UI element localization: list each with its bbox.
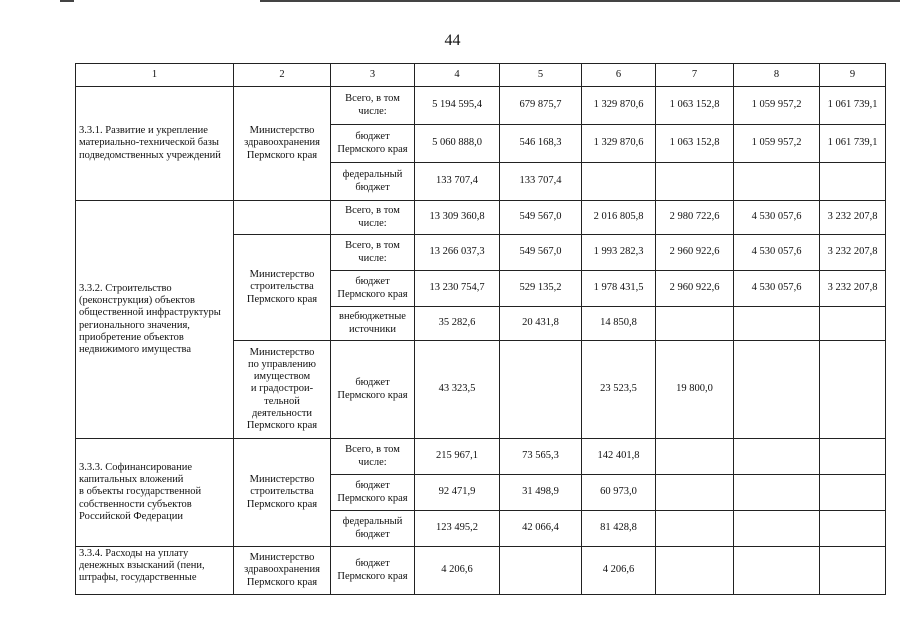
value-cell: 1 063 152,8 [656, 125, 734, 163]
funding-source: бюджет Пермского края [331, 125, 415, 163]
value-cell: 1 329 870,6 [582, 125, 656, 163]
item-name-3-3-2: 3.3.2. Строительство (реконструкция) объектов общественной инфраструктуры регионального значения, приобретение объектов недвижимого имущества [76, 201, 234, 439]
value-cell: 60 973,0 [582, 475, 656, 511]
responsible-ministry: Министерство строительства Пермского края [234, 439, 331, 547]
value-cell: 215 967,1 [415, 439, 500, 475]
value-cell [656, 475, 734, 511]
value-cell [820, 547, 886, 595]
value-cell [656, 163, 734, 201]
value-cell: 1 978 431,5 [582, 271, 656, 307]
header-cell: 3 [331, 64, 415, 87]
value-cell: 4 206,6 [415, 547, 500, 595]
value-cell: 31 498,9 [500, 475, 582, 511]
value-cell [820, 475, 886, 511]
value-cell [820, 439, 886, 475]
funding-source: внебюджетные источники [331, 307, 415, 341]
value-cell: 142 401,8 [582, 439, 656, 475]
funding-source: федеральный бюджет [331, 511, 415, 547]
value-cell: 4 530 057,6 [734, 271, 820, 307]
value-cell: 14 850,8 [582, 307, 656, 341]
value-cell [582, 163, 656, 201]
value-cell [820, 307, 886, 341]
responsible-ministry: Министерство строительства Пермского края [234, 235, 331, 341]
value-cell: 2 960 922,6 [656, 271, 734, 307]
value-cell: 4 530 057,6 [734, 201, 820, 235]
value-cell: 13 230 754,7 [415, 271, 500, 307]
value-cell: 133 707,4 [500, 163, 582, 201]
value-cell: 549 567,0 [500, 201, 582, 235]
value-cell: 23 523,5 [582, 341, 656, 439]
value-cell: 73 565,3 [500, 439, 582, 475]
value-cell: 92 471,9 [415, 475, 500, 511]
value-cell: 81 428,8 [582, 511, 656, 547]
value-cell: 2 960 922,6 [656, 235, 734, 271]
funding-source: Всего, в том числе: [331, 235, 415, 271]
funding-source: федеральный бюджет [331, 163, 415, 201]
funding-source: Всего, в том числе: [331, 201, 415, 235]
value-cell: 13 309 360,8 [415, 201, 500, 235]
value-cell: 133 707,4 [415, 163, 500, 201]
value-cell: 5 060 888,0 [415, 125, 500, 163]
header-cell: 7 [656, 64, 734, 87]
value-cell: 123 495,2 [415, 511, 500, 547]
value-cell [734, 307, 820, 341]
value-cell [500, 341, 582, 439]
header-cell: 2 [234, 64, 331, 87]
table-row [76, 439, 886, 475]
header-cell: 1 [76, 64, 234, 87]
scan-edge-right [260, 0, 900, 2]
value-cell [500, 547, 582, 595]
table-row [76, 201, 886, 235]
value-cell: 2 016 805,8 [582, 201, 656, 235]
value-cell: 1 063 152,8 [656, 87, 734, 125]
responsible-ministry: Министерство здравоохранения Пермского края [234, 547, 331, 595]
funding-source: бюджет Пермского края [331, 475, 415, 511]
responsible-ministry: Министерство по управлению имуществом и градострои- тельной деятельности Пермского края [234, 341, 331, 439]
header-cell: 8 [734, 64, 820, 87]
value-cell: 1 061 739,1 [820, 125, 886, 163]
value-cell [656, 307, 734, 341]
empty-cell [234, 201, 331, 235]
responsible-ministry: Министерство здравоохранения Пермского края [234, 87, 331, 201]
item-name-3-3-3: 3.3.3. Софинансирование капитальных вложений в объекты государственной собственности субъектов Российской Федерации [76, 439, 234, 547]
page-number: 44 [444, 32, 461, 49]
item-name-3-3-4: 3.3.4. Расходы на уплату денежных взысканий (пени, штрафы, государственные [76, 547, 234, 595]
value-cell: 1 061 739,1 [820, 87, 886, 125]
funding-source: бюджет Пермского края [331, 341, 415, 439]
funding-source: Всего, в том числе: [331, 439, 415, 475]
value-cell: 2 980 722,6 [656, 201, 734, 235]
value-cell: 546 168,3 [500, 125, 582, 163]
funding-source: бюджет Пермского края [331, 271, 415, 307]
value-cell [734, 475, 820, 511]
value-cell [656, 511, 734, 547]
value-cell [656, 439, 734, 475]
value-cell [734, 163, 820, 201]
value-cell [734, 341, 820, 439]
item-name-3-3-1: 3.3.1. Развитие и укрепление материально-технической базы подведомственных учреждений [76, 87, 234, 201]
header-cell: 4 [415, 64, 500, 87]
value-cell: 549 567,0 [500, 235, 582, 271]
value-cell [820, 163, 886, 201]
value-cell [734, 511, 820, 547]
value-cell: 5 194 595,4 [415, 87, 500, 125]
value-cell: 35 282,6 [415, 307, 500, 341]
value-cell: 4 206,6 [582, 547, 656, 595]
value-cell [820, 511, 886, 547]
value-cell: 19 800,0 [656, 341, 734, 439]
budget-table [75, 63, 886, 595]
header-cell: 9 [820, 64, 886, 87]
value-cell: 20 431,8 [500, 307, 582, 341]
table-row [76, 87, 886, 125]
funding-source: Всего, в том числе: [331, 87, 415, 125]
value-cell: 13 266 037,3 [415, 235, 500, 271]
value-cell [656, 547, 734, 595]
value-cell [734, 547, 820, 595]
value-cell: 4 530 057,6 [734, 235, 820, 271]
value-cell: 1 329 870,6 [582, 87, 656, 125]
value-cell: 3 232 207,8 [820, 271, 886, 307]
value-cell [734, 439, 820, 475]
value-cell: 1 059 957,2 [734, 87, 820, 125]
table-row [76, 547, 886, 595]
value-cell: 1 993 282,3 [582, 235, 656, 271]
value-cell [820, 341, 886, 439]
value-cell: 529 135,2 [500, 271, 582, 307]
value-cell: 3 232 207,8 [820, 201, 886, 235]
header-cell: 6 [582, 64, 656, 87]
value-cell: 42 066,4 [500, 511, 582, 547]
scan-edge-left [60, 0, 74, 2]
header-cell: 5 [500, 64, 582, 87]
value-cell: 43 323,5 [415, 341, 500, 439]
value-cell: 3 232 207,8 [820, 235, 886, 271]
value-cell: 679 875,7 [500, 87, 582, 125]
funding-source: бюджет Пермского края [331, 547, 415, 595]
header-row [76, 64, 886, 87]
value-cell: 1 059 957,2 [734, 125, 820, 163]
